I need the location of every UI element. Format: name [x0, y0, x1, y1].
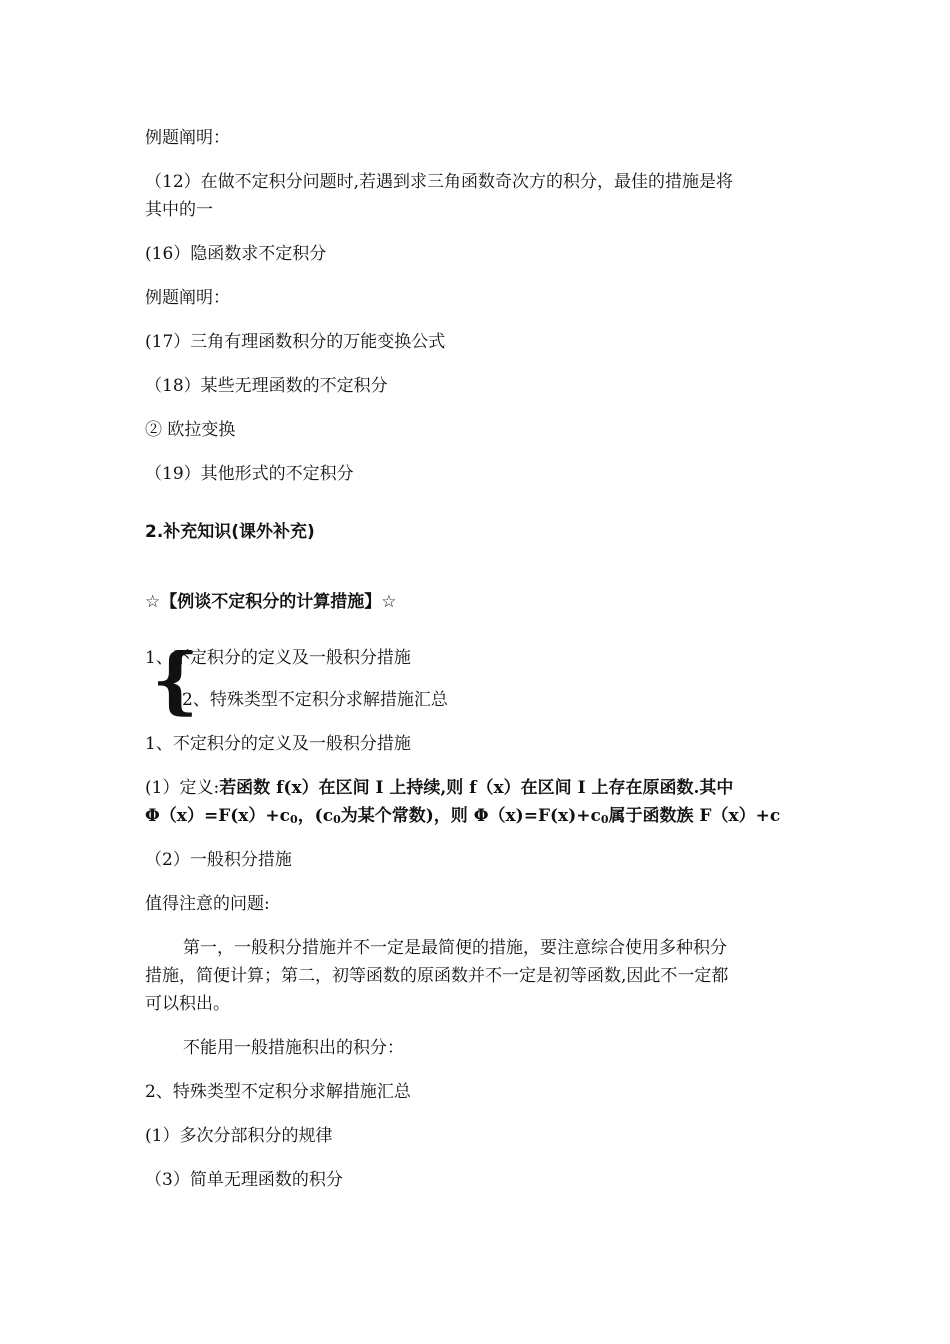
item-16: (16）隐函数求不定积分	[145, 244, 327, 264]
item-17: (17）三角有理函数积分的万能变换公式	[145, 332, 446, 352]
definition-line-2	[145, 802, 780, 834]
euler-transform: ② 欧拉变换	[145, 420, 236, 440]
definition-line-1	[145, 774, 733, 802]
item-12-line-2: 其中的一	[145, 200, 213, 220]
subscript-0: 0	[290, 813, 298, 826]
curly-brace-icon: {	[152, 637, 199, 722]
subsection-1-heading: 1、不定积分的定义及一般积分措施	[145, 734, 411, 754]
definition-text: 若函数 f(x）在区间 I 上持续,则 f（x）在区间 I 上存在原函数.其中	[219, 778, 734, 798]
item-19: （19）其他形式的不定积分	[145, 464, 354, 484]
definition-formula-b: ，(c	[297, 806, 334, 826]
outline-item-2: 2、特殊类型不定积分求解措施汇总	[182, 690, 448, 710]
item-18: （18）某些无理函数的不定积分	[145, 376, 388, 396]
item-12-line-1: （12）在做不定积分问题时,若遇到求三角函数奇次方的积分，最佳的措施是将	[145, 172, 734, 192]
notable-issues: 值得注意的问题:	[145, 894, 270, 914]
section-heading-supplement: 2.补充知识(课外补充)	[145, 522, 315, 542]
item-1-repeated-parts: (1）多次分部积分的规律	[145, 1126, 333, 1146]
subscript-0: 0	[600, 813, 609, 826]
example-heading-2: 例题阐明：	[145, 288, 230, 308]
subsection-2-heading: 2、特殊类型不定积分求解措施汇总	[145, 1082, 411, 1102]
outline-item-1: 1、不定积分的定义及一般积分措施	[145, 648, 411, 668]
paragraph-line-3: 可以积出。	[145, 994, 230, 1014]
paragraph-line-2: 措施，简便计算；第二，初等函数的原函数并不一定是初等函数,因此不一定都	[145, 966, 729, 986]
definition-formula-d: 属于函数族 F（x）+c	[608, 806, 781, 826]
article-title: ☆【例谈不定积分的计算措施】☆	[145, 592, 397, 612]
definition-formula-a: Φ（x）=F(x）+c	[145, 806, 291, 826]
paragraph-line-1: 第一，一般积分措施并不一定是最简便的措施，要注意综合使用多种积分	[183, 938, 727, 958]
item-3-irrational: （3）简单无理函数的积分	[145, 1170, 343, 1190]
definition-formula-c: 为某个常数)，则 Φ（x)=F(x)+c	[340, 806, 601, 826]
non-elementary-note: 不能用一般措施积出的积分：	[183, 1038, 404, 1058]
general-methods: （2）一般积分措施	[145, 850, 292, 870]
example-heading-1: 例题阐明：	[145, 128, 230, 148]
definition-prefix: (1）定义:	[145, 778, 220, 798]
subscript-0: 0	[333, 813, 341, 826]
